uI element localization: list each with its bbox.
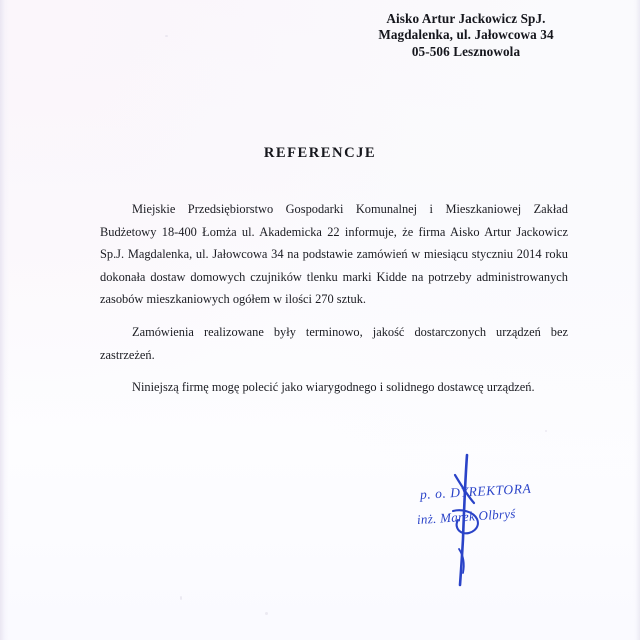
body-paragraph-2: Zamówienia realizowane były terminowo, jakość dostarczonych urządzeń bez zastrzeżeń. xyxy=(100,324,568,362)
letterhead-street-address: Magdalenka, ul. Jałowcowa 34 xyxy=(378,27,554,43)
scan-speck xyxy=(265,612,268,615)
document-body xyxy=(100,198,568,399)
page-title: REFERENCJE xyxy=(263,145,377,161)
letterhead-block xyxy=(330,11,602,60)
signature-block xyxy=(395,455,595,590)
signature-role-label: p. o. DYREKTORA xyxy=(419,480,532,502)
signature-name-label: inż. Marek Olbryś xyxy=(416,505,517,527)
letterhead-company-name: Aisko Artur Jackowicz SpJ. xyxy=(386,11,546,26)
letterhead-postal-city: 05-506 Lesznowola xyxy=(411,43,521,59)
body-paragraph-1: Miejskie Przedsiębiorstwo Gospodarki Komunalnej i Mieszkaniowej Zakład Budżetowy 18-400 Łomża ul. Akademicka 22 informuje, że firma Aisko Artur Jackowicz Sp.J. Magdalenka, ul. Jałowcowa 34 na podstawie zamówień w miesiącu styczniu 2014 roku dokonała dostaw domowych czujników tlenku marki Kidde na potrzeby administrowanych zasobów mieszkaniowych ogółem w ilości 270 sztuk. xyxy=(100,202,568,307)
scan-speck xyxy=(180,596,182,600)
scan-speck xyxy=(165,35,168,37)
body-paragraph-3: Niniejszą firmę mogę polecić jako wiarygodnego i solidnego dostawcę urządzeń. xyxy=(132,380,535,395)
scan-speck xyxy=(545,430,547,432)
